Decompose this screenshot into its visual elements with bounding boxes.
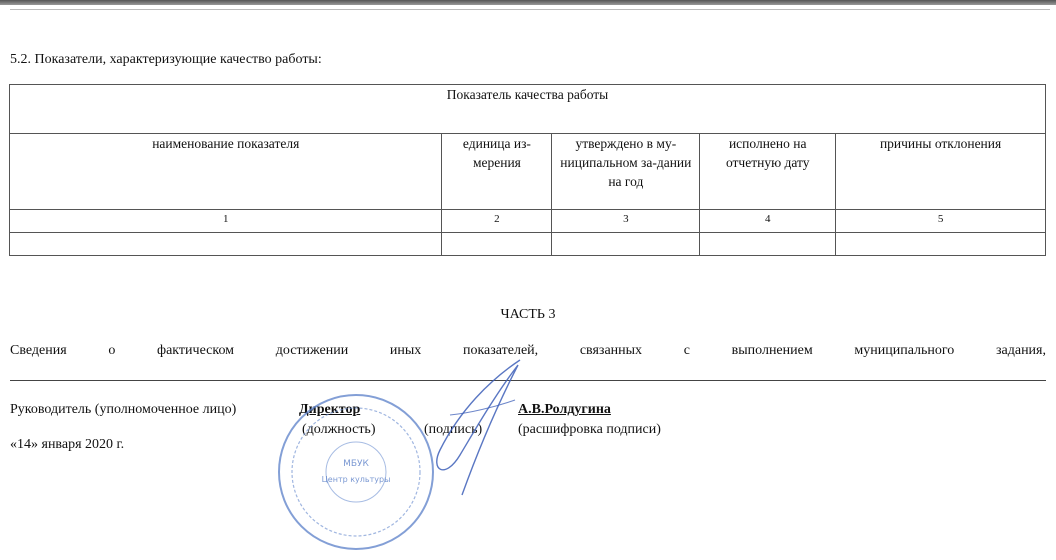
- caption-name: (расшифровка подписи): [518, 422, 661, 437]
- document-date: «14» января 2020 г.: [10, 437, 125, 452]
- scan-top-rule: [10, 9, 1050, 10]
- col-header-unit: единица из-мерения: [442, 134, 552, 210]
- table-cell: [442, 233, 552, 256]
- col-number-5: 5: [836, 210, 1046, 233]
- caption-sign: (подпись): [424, 422, 483, 437]
- group-header-cell: Показатель качества работы: [10, 85, 1046, 134]
- col-header-approved: утверждено в му-ниципальном за-дании на год: [552, 134, 700, 210]
- table-number-row: [10, 210, 1046, 233]
- table-column-header-row: [10, 134, 1046, 210]
- table-cell: [552, 233, 700, 256]
- quality-table: [9, 84, 1046, 256]
- section-title: 5.2. Показатели, характеризующие качество работы:: [10, 52, 322, 67]
- handwritten-signature: [400, 355, 540, 505]
- table-row: [10, 233, 1046, 256]
- caption-position: (должность): [302, 422, 376, 437]
- col-number-3: 3: [552, 210, 700, 233]
- col-number-1: 1: [10, 210, 442, 233]
- signer-position: Директор: [299, 402, 361, 417]
- stamp-center-text-2: Центр культуры: [321, 475, 391, 484]
- signer-name: А.В.Ролдугина: [518, 402, 611, 417]
- col-number-4: 4: [700, 210, 836, 233]
- table-cell: [700, 233, 836, 256]
- table-group-header-row: [10, 85, 1046, 134]
- col-header-reasons: причины отклонения: [836, 134, 1046, 210]
- table-cell: [10, 233, 442, 256]
- stamp-center-text-1: МБУК: [343, 459, 369, 469]
- col-header-executed: исполнено на отчетную дату: [700, 134, 836, 210]
- col-number-2: 2: [442, 210, 552, 233]
- table-cell: [836, 233, 1046, 256]
- part-title: ЧАСТЬ 3: [500, 307, 556, 322]
- scan-top-edge: [0, 0, 1056, 5]
- col-header-name: наименование показателя: [10, 134, 442, 210]
- lead-label: Руководитель (уполномоченное лицо): [10, 402, 237, 417]
- info-text: Сведения о фактическом достижении иных показателей, связанных с выполнением муниципального задания,: [10, 343, 1046, 358]
